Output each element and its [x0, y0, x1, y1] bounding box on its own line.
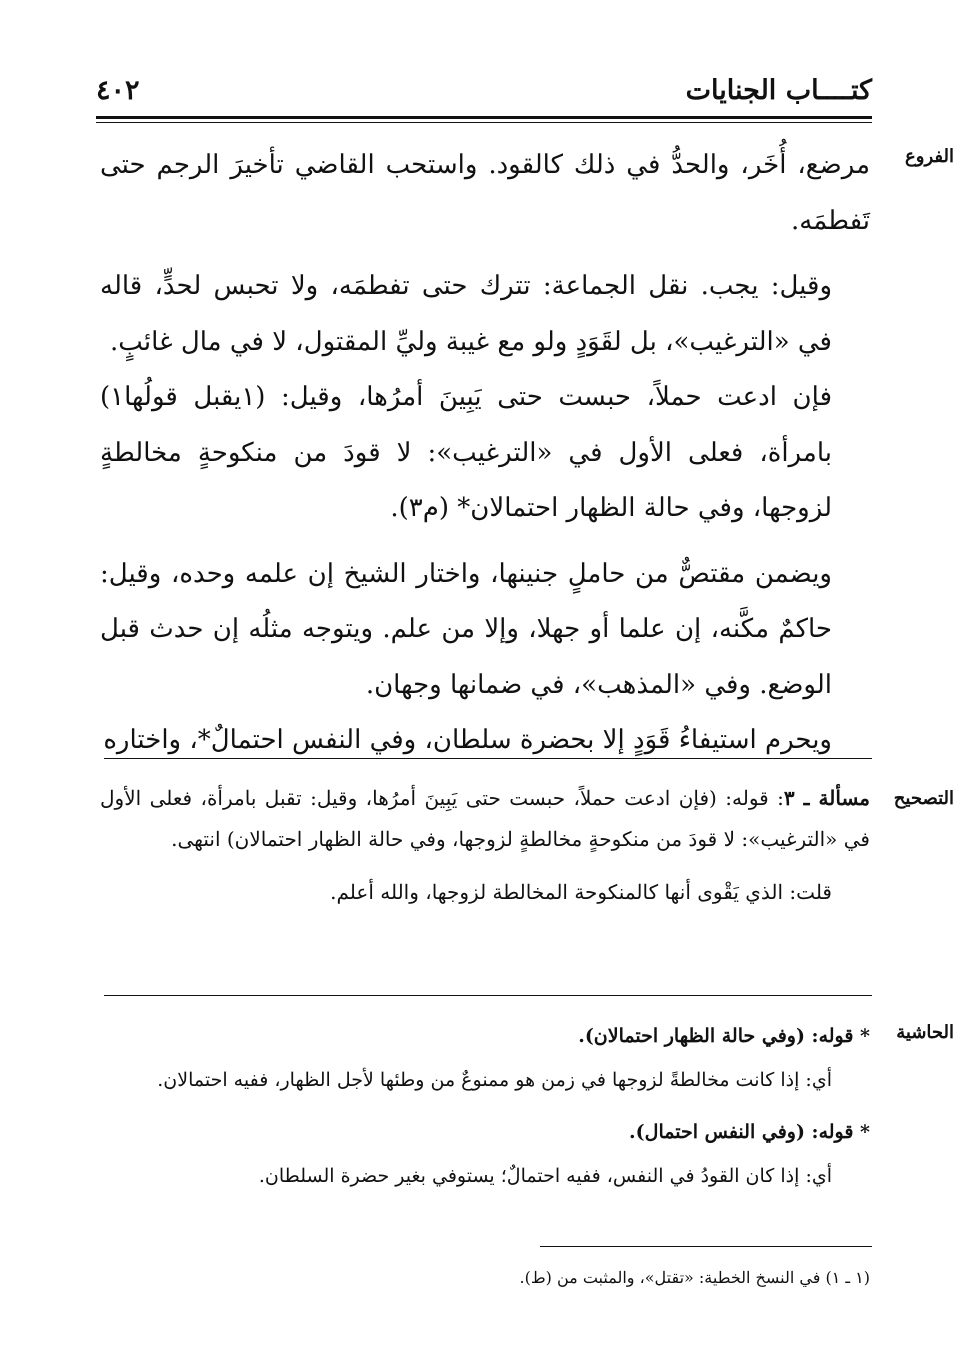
hashiya-heading-2: * قوله: (وفي النفس احتمال). — [629, 1121, 870, 1143]
tashih-issue-text: : قوله: (فإن ادعت حملاً، حبست حتى يَبِينَ أمرُها، وقيل: تقبل بامرأة، فعلى الأول في «الترغيب»: لا قودَ من منكوحةٍ مخالطةٍ لزوجها، وفي حالة الظهار احتمالان) انتهى. — [100, 786, 870, 851]
furu-separator — [104, 758, 872, 759]
footnote-separator — [540, 1246, 872, 1247]
tashih-paragraph-2: قلت: الذي يَقْوى أنها كالمنكوحة المخالطة لزوجها، والله أعلم. — [330, 880, 832, 904]
page-number: ٤٠٢ — [96, 74, 140, 106]
hashiya-text-2: أي: إذا كان القودُ في النفس، ففيه احتمالٌ؛ يستوفي بغير حضرة السلطان. — [258, 1165, 832, 1187]
footnote: (١ ـ ١) في النسخ الخطية: «تقتل»، والمثبت من (ط). — [519, 1268, 870, 1287]
hashiya-text-1: أي: إذا كانت مخالطةً لزوجها في زمن هو ممنوعٌ من وطئها لأجل الظهار، ففيه احتمالان. — [157, 1069, 832, 1091]
header-rule-thick — [96, 116, 872, 119]
tashih-margin-label: التصحيح — [893, 788, 954, 809]
furu-paragraph-3: فإن ادعت حملاً، حبست حتى يَبِينَ أمرُها، وقيل: (١يقبل قولُها١) بامرأة، فعلى الأول في «الترغيب»: لا قودَ من منكوحةٍ مخالطةٍ لزوجها، وفي حالة الظهار احتمالان* (م٣). — [100, 382, 832, 523]
furu-paragraph-5: ويحرم استيفاءُ قَوَدٍ إلا بحضرة سلطان، وفي النفس احتمالٌ*، واختاره — [103, 725, 832, 755]
book-title: كتــــاب الجنايات — [685, 74, 872, 106]
furu-paragraph-1: مرضع، أُخَر، والحدُّ في ذلك كالقود. واستحب القاضي تأخيرَ الرجم حتى تَفطمَه. — [100, 150, 870, 236]
furu-margin-label: الفروع — [905, 146, 954, 167]
furu-paragraph-4: ويضمن مقتصٌّ من حاملٍ جنينها، واختار الشيخ إن علمه وحده، وقيل: حاكمٌ مكَّنه، إن علما أو جهلا، وإلا من علم. ويتوجه مثلُه إن حدث قبل الوضع. وفي «المذهب»، في ضمانها وجهان. — [100, 558, 832, 700]
header-rule-thin — [96, 122, 872, 123]
hashiya-heading-1: * قوله: (وفي حالة الظهار احتمالان). — [578, 1025, 870, 1047]
tashih-paragraph-1 — [100, 778, 870, 860]
furu-main-text — [100, 138, 870, 769]
tashih-separator — [104, 995, 872, 996]
tashih-issue-title: مسألة ـ ٣ — [783, 786, 871, 810]
page-header — [96, 66, 872, 114]
furu-paragraph-2: وقيل: يجب. نقل الجماعة: تترك حتى تفطمَه، ولا تحبس لحدٍّ، قاله في «الترغيب»، بل لقَوَدٍ ولو مع غيبة وليِّ المقتول، لا في مال غائبٍ. — [100, 271, 832, 357]
hashiya-margin-label: الحاشية — [896, 1022, 954, 1043]
tashih-text — [100, 778, 870, 913]
hashiya-text — [100, 1014, 870, 1198]
